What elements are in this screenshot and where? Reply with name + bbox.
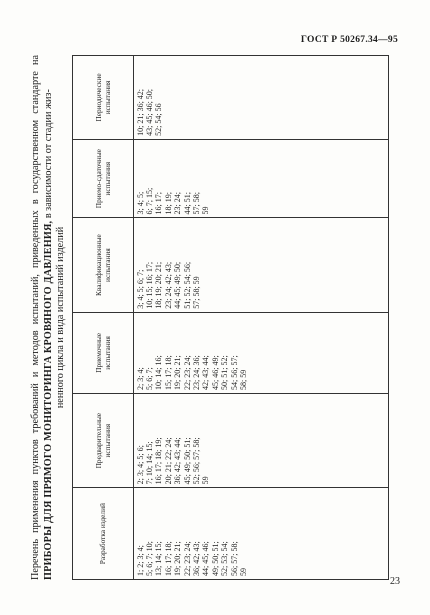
title-line-3: ненного цикла и вида испытаний изделий	[55, 226, 66, 409]
clause-list-line: 16; 17; 18; 19;	[154, 437, 164, 485]
table-header-row	[72, 56, 133, 580]
clause-list-line: 42; 43; 44;	[201, 355, 211, 390]
clause-list-line: 10; 14; 16;	[154, 355, 164, 390]
clause-list-line: 22; 23; 24;	[182, 355, 192, 390]
table-cell	[133, 218, 388, 312]
column-header: Приемо-сдаточные испытания	[72, 139, 133, 218]
table-cell	[133, 312, 388, 393]
clause-list-line: 15; 17; 18;	[163, 355, 173, 390]
clause-list-line: 20; 21; 22; 24;	[163, 437, 173, 485]
requirements-table	[72, 55, 389, 580]
clause-list-line: 1; 2; 3; 4;	[135, 545, 145, 576]
clause-list-line: 36; 42; 43; 44;	[173, 437, 183, 485]
clause-list-line: 23; 24; 36;	[191, 355, 201, 390]
column-header: Предварительные испытания	[72, 394, 133, 488]
clause-list-line: 59	[238, 568, 248, 576]
title-prefix: на	[30, 54, 41, 65]
clause-list-line: 23; 24; 42; 43;	[163, 261, 173, 309]
page-number: 23	[390, 576, 400, 587]
clause-list-line: 58; 59	[238, 369, 248, 390]
clause-list-line: 23; 24;	[173, 192, 183, 215]
column-header: Приемочные испытания	[72, 312, 133, 393]
clause-list-line: 16; 17;	[154, 192, 164, 215]
clause-list-line: 59	[201, 206, 211, 215]
clause-list-line: 10; 21; 36; 42;	[135, 88, 145, 136]
column-header: Периодические испытания	[72, 56, 133, 140]
clause-list-line: 2; 3; 4;	[135, 367, 145, 390]
clause-list-line: 59	[201, 476, 211, 485]
clause-list-line: 45; 46; 49;	[210, 355, 220, 390]
clause-list-line: 3; 4; 5; 6; 7;	[135, 269, 145, 309]
table-cell	[133, 139, 388, 218]
clause-list-line: 45; 49; 50; 51;	[182, 437, 192, 485]
clause-list-line: 36; 42; 43;	[191, 541, 201, 576]
table-cell	[133, 56, 388, 140]
clause-list-line: 19; 20; 21;	[173, 355, 183, 390]
table-cell	[133, 394, 388, 488]
clause-list-line: 56; 57; 58;	[229, 541, 239, 576]
clause-list-line: 52; 54; 56	[154, 103, 164, 136]
clause-list-line: 6; 7; 15;	[144, 187, 154, 215]
clause-list-line: 49; 50; 51;	[210, 541, 220, 576]
table-title	[30, 55, 68, 580]
clause-list-line: 43; 45; 46; 50;	[144, 88, 154, 136]
title-suffix: в зависимости от стадии жиз-	[42, 89, 54, 219]
clause-list-line: 2; 3; 4; 5; 6;	[135, 445, 145, 485]
clause-list-line: 13; 14; 15;	[154, 541, 164, 576]
clause-list-line: 18; 19;	[163, 192, 173, 215]
clause-list-line: 18; 19; 20; 21;	[154, 261, 164, 309]
clause-list-line: 19; 20; 21;	[173, 541, 183, 576]
standard-header: ГОСТ Р 50267.34—95	[300, 35, 398, 45]
clause-list-line: 52; 53; 54;	[220, 541, 230, 576]
clause-list-line: 16; 17; 18;	[163, 541, 173, 576]
clause-list-line: 51; 52; 54; 56;	[182, 261, 192, 309]
clause-list-line: 7; 10; 14; 15;	[144, 441, 154, 485]
clause-list-line: 5; 6; 7; 10;	[144, 541, 154, 576]
clause-list-line: 3; 4; 5;	[135, 191, 145, 215]
rotated-content	[30, 55, 402, 580]
clause-list-line: 44; 45; 49; 50;	[173, 261, 183, 309]
column-header: Квалификационные испытания	[72, 218, 133, 312]
table-cell	[133, 488, 388, 580]
clause-list-line: 22; 23; 24;	[182, 541, 192, 576]
clause-list-line: 10; 15; 16; 17;	[144, 261, 154, 309]
clause-list-line: 57; 58;	[191, 192, 201, 215]
clause-list-line: 54; 56; 57;	[229, 355, 239, 390]
clause-list-line: 44; 51;	[182, 192, 192, 215]
table-row	[133, 56, 388, 580]
clause-list-line: 57; 58; 59	[191, 276, 201, 309]
clause-list-line: 50; 51; 52;	[220, 355, 230, 390]
clause-list-line: 5; 6; 7;	[144, 367, 154, 390]
column-header: Разработка изделий	[72, 488, 133, 580]
title-line-1: Перечень применения пунктов требований и методов испытаний, приведенных в государственном стандарте	[30, 71, 41, 580]
clause-list-line: 52; 56; 57; 58;	[191, 437, 201, 485]
title-device-name: ПРИБОРЫ ДЛЯ ПРЯМОГО МОНИТОРИНГА КРОВЯНОГО ДАВЛЕНИЯ,	[42, 220, 54, 580]
clause-list-line: 44; 45; 46;	[201, 541, 211, 576]
